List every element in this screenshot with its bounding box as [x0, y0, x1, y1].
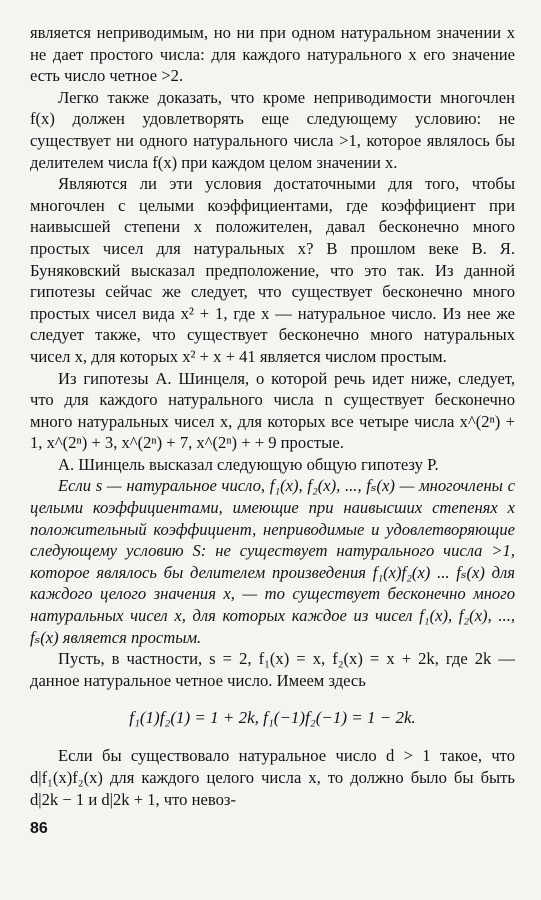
hypothesis-p-statement: Если s — натуральное число, f₁(x), f₂(x), ..., fₛ(x) — многочлены с целыми коэффициентами, имеющие при наивысших степенях x положительный коэффициент, неприводимые и удовлетворяющие следующему условию S: не существует натурального числа >1, которое являлось бы делителем произведения f₁(x)f₂(x) ... fₛ(x) для каждого целого значения x, — то существует бесконечно много натуральных чисел x, для которых каждое из чисел f₁(x), f₂(x), ..., fₛ(x) является простым. [30, 476, 515, 647]
paragraph-7: Пусть, в частности, s = 2, f₁(x) = x, f₂(x) = x + 2k, где 2k — данное натуральное четное число. Имеем здесь [30, 649, 515, 690]
paragraph-1: является неприводимым, но ни при одном натуральном значении x не дает простого числа: для каждого натурального x его значение есть число четное >2. [30, 23, 515, 86]
paragraph-3: Являются ли эти условия достаточными для того, чтобы многочлен с целыми коэффициентами, где коэффициент при наивысшей степени x положителен, давал бесконечно много простых чисел для натуральных x? В прошлом веке В. Я. Буняковский высказал предположение, что это так. Из данной гипотезы сейчас же следует, что существует бесконечно много простых чисел вида x² + 1, где x — натуральное число. Из нее же следует также, что существует бесконечно много натуральных чисел x, для которых x² + x + 41 является числом простым. [30, 174, 515, 366]
paragraph-last: Если бы существовало натуральное число d > 1 такое, что d|f₁(x)f₂(x) для каждого целого числа x, то должно было бы быть d|2k − 1 и d|2k + 1, что невоз- [30, 746, 515, 809]
display-formula: f₁(1)f₂(1) = 1 + 2k, f₁(−1)f₂(−1) = 1 − 2k. [129, 708, 416, 728]
paragraph-5: А. Шинцель высказал следующую общую гипотезу P. [58, 454, 439, 474]
paragraph-4: Из гипотезы А. Шинцеля, о которой речь идет ниже, следует, что для каждого натурального числа n существует бесконечно много натуральных чисел x, для которых все четыре числа x^(2ⁿ) + 1, x^(2ⁿ) + 3, x^(2ⁿ) + 7, x^(2ⁿ) + + 9 простые. [30, 368, 515, 453]
paragraph-2: Легко также доказать, что кроме неприводимости многочлен f(x) должен удовлетворять еще следующему условию: не существует ни одного натурального числа >1, которое являлось бы делителем числа f(x) при каждом целом значении x. [30, 87, 515, 172]
page-number: 86 [30, 820, 48, 837]
